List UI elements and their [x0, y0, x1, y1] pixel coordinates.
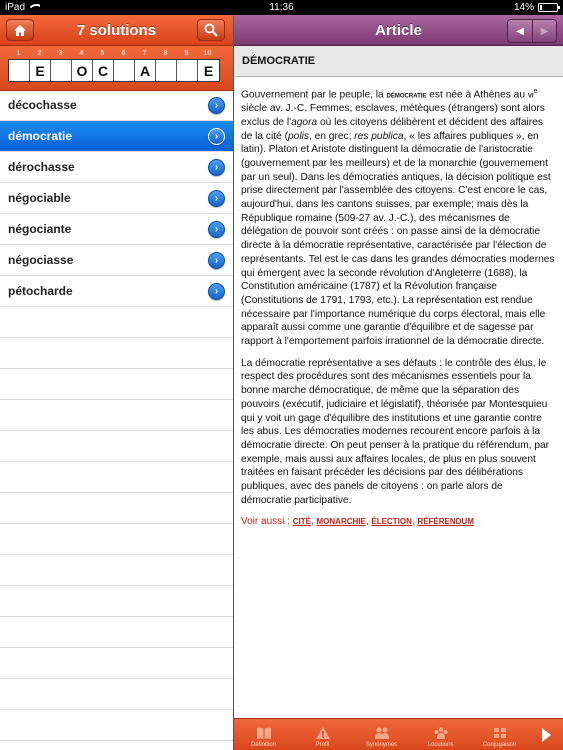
battery-icon: [538, 3, 558, 12]
italic-term: polis: [288, 130, 309, 142]
grid-letter-cell[interactable]: A: [135, 60, 156, 81]
empty-row: [0, 617, 233, 648]
grid-letter-cell[interactable]: [51, 60, 72, 81]
people-icon: [374, 726, 390, 740]
disclosure-arrow-icon[interactable]: ›: [208, 128, 225, 145]
clock: 11:36: [269, 2, 294, 13]
disclosure-arrow-icon[interactable]: ›: [208, 190, 225, 207]
letter-grid-area: [0, 46, 233, 91]
century-suffix: e: [533, 88, 538, 95]
empty-row: [0, 431, 233, 462]
grid-letter-cell[interactable]: E: [198, 60, 219, 81]
grid-position-number: 3: [58, 50, 63, 57]
disclosure-arrow-icon[interactable]: ›: [208, 221, 225, 238]
solution-word: pétocharde: [8, 284, 73, 298]
grid-position-number: 2: [37, 50, 42, 57]
tab-definition[interactable]: [234, 719, 293, 750]
article-paragraph-1: [241, 85, 555, 349]
solution-word: négociante: [8, 222, 72, 236]
tab-label: Profil: [315, 742, 330, 748]
grid-letter-cell[interactable]: [114, 60, 135, 81]
solutions-header: [0, 15, 233, 46]
see-also: Voir aussi : CITÉ, MONARCHIE, ÉLECTION, RÉFÉRENDUM: [241, 516, 474, 528]
tab-profil[interactable]: [293, 719, 352, 750]
text-run: est née à Athènes au: [426, 89, 528, 101]
article-title: DÉMOCRATIE: [234, 46, 563, 77]
solution-row[interactable]: [0, 214, 233, 245]
conjugation-icon: [492, 726, 508, 740]
article-pane: [234, 15, 563, 750]
see-also-link[interactable]: ÉLECTION: [371, 517, 412, 527]
article-header: [234, 15, 563, 46]
status-bar: [0, 0, 563, 15]
article-body: [234, 77, 563, 529]
grid-position-number: 7: [142, 50, 147, 57]
empty-row: [0, 369, 233, 400]
solutions-title: 7 solutions: [76, 21, 157, 39]
solution-row[interactable]: [0, 152, 233, 183]
next-word-button[interactable]: [529, 719, 563, 750]
empty-row: [0, 679, 233, 710]
text-run: où les citoyens délibèrent et décident des affaires de la cité (: [241, 116, 543, 142]
solution-word: négociasse: [8, 253, 74, 267]
letter-grid[interactable]: [8, 59, 220, 82]
empty-row: [0, 400, 233, 431]
grid-position-number: 1: [16, 50, 21, 57]
home-button[interactable]: [6, 19, 34, 41]
tab-conjugaison[interactable]: [470, 719, 529, 750]
empty-row: [0, 586, 233, 617]
text-run: Gouvernement par le peuple, la: [241, 89, 387, 101]
grid-position-numbers: [8, 50, 218, 57]
solution-row[interactable]: [0, 90, 233, 121]
solution-word: dérochasse: [8, 160, 75, 174]
grid-letter-cell[interactable]: [156, 60, 177, 81]
group-icon: [433, 726, 449, 740]
tab-label: Locutions: [427, 742, 454, 748]
article-nav-segment: [507, 19, 557, 43]
headword-reference: démocratie: [386, 89, 427, 100]
see-also-label: Voir aussi :: [241, 516, 290, 528]
grid-letter-cell[interactable]: [9, 60, 30, 81]
solution-word: décochasse: [8, 98, 77, 112]
tab-label: Conjugaison: [482, 742, 517, 748]
grid-position-number: 10: [203, 50, 212, 57]
arrow-right-icon: [540, 727, 552, 743]
grid-position-number: 4: [79, 50, 84, 57]
text-run: , « les affaires publiques », en latin). Platon et Aristote distinguent la démocratie de l'aristocratie (gouvernement par les meilleurs) et de la monarchie (gouvernement par un seul). Dans les démocraties antiques, la décision politique est prise directement par l'assemblée des citoyens. C'est encore le cas, aujourd'hui, dans les cantons suisses, par exemple; mais dès la République romaine (509-27 av. J.-C.), des mécanismes de délégation de pouvoir sont créés : on passe ainsi de la démocratie directe à la démocratie représentative, caractérisée par l'élection de représentants. Tel est le cas dans les grandes démocraties modernes qui émergent avec la seconde révolution d'Angleterre (1688), la Constitution américaine (1787) et la Révolution française (Constitutions de 1791, 1793, etc.). La représentation est rendue nécessaire par l'importance numérique du corps électoral, mais elle apparaît aussi comme une garantie d'équilibre et de sagesse par rapport à l'emportement parfois irrationnel de la démocratie directe.: [241, 130, 555, 348]
solution-row[interactable]: [0, 245, 233, 276]
text-run: siècle av. J.-C. Femmes, esclaves, métèques (étrangers) sont alors exclus de l': [241, 103, 545, 128]
home-icon: [13, 24, 27, 37]
article-header-title: Article: [375, 21, 422, 39]
solution-row[interactable]: [0, 183, 233, 214]
grid-position-number: 5: [100, 50, 105, 57]
solution-word: négociable: [8, 191, 71, 205]
previous-article-button[interactable]: [508, 20, 532, 42]
bottom-tab-bar: [234, 718, 563, 750]
empty-row: [0, 462, 233, 493]
disclosure-arrow-icon[interactable]: ›: [208, 283, 225, 300]
tab-synonymes[interactable]: [352, 719, 411, 750]
empty-row: [0, 307, 233, 338]
tab-label: Synonymes: [365, 742, 398, 748]
chevron-left-icon: ◀: [516, 25, 524, 37]
disclosure-arrow-icon[interactable]: ›: [208, 159, 225, 176]
empty-row: [0, 710, 233, 741]
grid-letter-cell[interactable]: E: [30, 60, 51, 81]
century-numeral: vi: [527, 89, 534, 100]
italic-term: agora: [291, 116, 318, 128]
empty-row: [0, 493, 233, 524]
wifi-icon: [29, 4, 40, 12]
battery-percent: 14%: [513, 2, 534, 13]
text-run: , en grec;: [308, 130, 355, 142]
article-paragraph-2: La démocratie représentative a ses défauts : le contrôle des élus, le respect des procédures sont des mécanismes essentiels pour la bonne marche démocratique, de même que la séparation des pouvoirs (exécutif, judiciaire et législatif), théorisée par Montesquieu qui y voit un gage d'équilibre des institutions et une garantie contre les abus. Les démocraties modernes recourent encore parfois à la démocratie directe. On peut penser à la pratique du référendum, par exemple, mais aussi aux affaires locales, de plus en plus souvent traitées en faisant précéder les décisions par des délibérations publiques, avec des panels de citoyens : on parle alors de démocratie participative.: [241, 357, 550, 506]
solution-list: [0, 90, 233, 741]
warning-icon: [315, 726, 331, 740]
see-also-link[interactable]: CITÉ: [292, 517, 311, 527]
tab-label: Définition: [250, 742, 276, 748]
book-icon: [256, 726, 272, 740]
search-button[interactable]: [197, 19, 225, 41]
grid-letter-cell[interactable]: C: [93, 60, 114, 81]
grid-position-number: 9: [184, 50, 189, 57]
search-icon: [204, 23, 218, 37]
empty-row: [0, 338, 233, 369]
grid-letter-cell[interactable]: O: [72, 60, 93, 81]
solution-row[interactable]: [0, 276, 233, 307]
see-also-link[interactable]: RÉFÉRENDUM: [417, 517, 474, 527]
solution-row[interactable]: [0, 121, 233, 152]
grid-letter-cell[interactable]: [177, 60, 198, 81]
empty-row: [0, 555, 233, 586]
grid-position-number: 6: [121, 50, 126, 57]
tab-locutions[interactable]: [411, 719, 470, 750]
italic-term: res publica: [354, 130, 404, 142]
solutions-pane: [0, 15, 233, 750]
empty-row: [0, 524, 233, 555]
grid-position-number: 8: [163, 50, 168, 57]
chevron-right-icon: ▶: [540, 25, 549, 37]
disclosure-arrow-icon[interactable]: ›: [208, 97, 225, 114]
solution-word: démocratie: [8, 129, 73, 143]
disclosure-arrow-icon[interactable]: ›: [208, 252, 225, 269]
empty-row: [0, 648, 233, 679]
see-also-link[interactable]: MONARCHIE: [316, 517, 366, 527]
next-article-button[interactable]: [532, 20, 556, 42]
device-name: iPad: [5, 2, 26, 13]
